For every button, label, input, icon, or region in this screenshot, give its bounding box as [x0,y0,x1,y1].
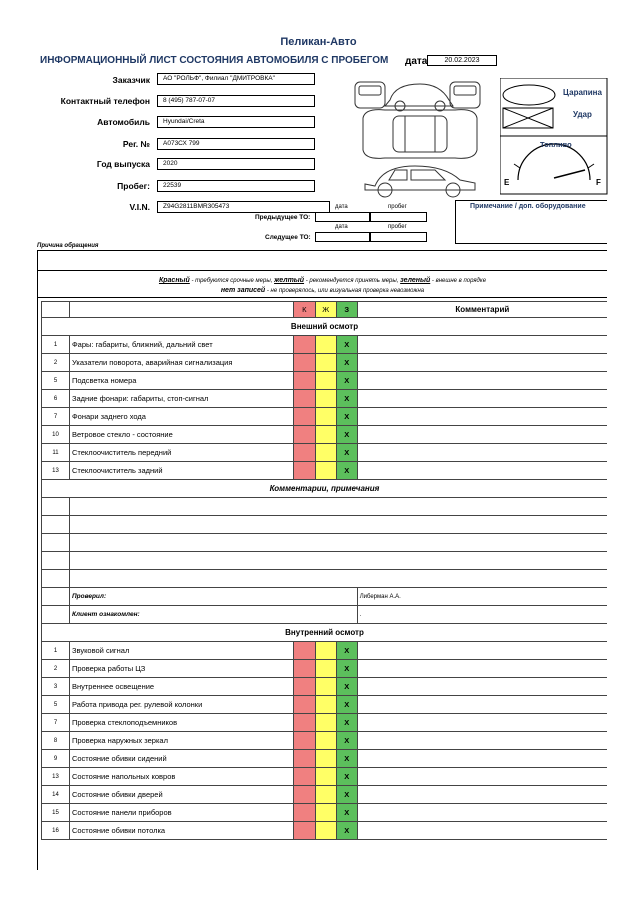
header-z: З [336,302,357,318]
row-number: 2 [42,354,70,372]
mark-yellow-cell[interactable] [315,714,336,732]
left-rule [37,298,38,870]
row-number: 8 [42,732,70,750]
internal-section-title: Внутренний осмотр [42,624,608,642]
row-comment-cell[interactable] [357,462,607,480]
checked-by-label: Проверил: [69,588,357,606]
internal-row [42,642,608,660]
row-comment-cell[interactable] [357,678,607,696]
blank-num [42,570,70,588]
table-header-row [42,302,608,318]
row-number: 1 [42,642,70,660]
mark-green-cell[interactable]: X [336,444,357,462]
mark-green-cell[interactable]: X [336,696,357,714]
comment-blank-cell[interactable] [69,534,607,552]
fuel-full-label: F [596,178,601,187]
mark-red-cell[interactable] [293,714,315,732]
legend-green-text: - внешне в порядке [430,278,487,284]
mark-red-cell[interactable] [293,804,315,822]
row-comment-cell[interactable] [357,390,607,408]
internal-row [42,678,608,696]
mark-yellow-cell[interactable] [315,660,336,678]
mark-red-cell[interactable] [293,426,315,444]
row-comment-cell[interactable] [357,822,607,840]
comment-blank-cell[interactable] [69,552,607,570]
date-col-label: дата [335,204,348,210]
comment-blank-cell[interactable] [69,570,607,588]
reason-field[interactable] [37,250,607,271]
scratch-label: Царапина [563,88,602,97]
header-zh: Ж [315,302,336,318]
mark-green-cell[interactable]: X [336,462,357,480]
customer-field[interactable]: АО "РОЛЬФ", Филиал "ДМИТРОВКА" [157,73,315,85]
legend-red-word: Красный [158,277,190,284]
prev-to-mileage-field[interactable] [370,212,427,222]
hit-label: Удар [573,110,592,119]
mark-red-cell[interactable] [293,678,315,696]
blank-num [42,606,70,624]
row-number: 5 [42,372,70,390]
mark-red-cell[interactable] [293,768,315,786]
comment-blank-row [42,498,608,516]
legend-red-text: - требуются срочные меры, [189,278,275,284]
company-name: Пеликан-Авто [280,36,357,48]
mark-green-cell[interactable]: X [336,408,357,426]
comments-section-row [42,480,608,498]
fuel-empty-label: E [504,178,510,187]
car-diagram-icon[interactable] [345,78,495,204]
row-item: Задние фонари: габариты, стоп-сигнал [69,390,293,408]
mark-yellow-cell[interactable] [315,408,336,426]
blank-num [42,498,70,516]
row-number: 11 [42,444,70,462]
mark-red-cell[interactable] [293,372,315,390]
row-comment-cell[interactable] [357,336,607,354]
inspection-table [41,301,607,840]
vin-field[interactable]: Z94G2811BMR305473 [157,201,330,213]
internal-row [42,732,608,750]
row-comment-cell[interactable] [357,444,607,462]
checked-by-value[interactable]: Либерман А.А. [357,588,607,606]
mark-yellow-cell[interactable] [315,822,336,840]
mark-green-cell[interactable]: X [336,390,357,408]
mark-red-cell[interactable] [293,390,315,408]
external-row [42,354,608,372]
comments-section-title: Комментарии, примечания [42,480,608,498]
mark-red-cell[interactable] [293,408,315,426]
row-item: Внутреннее освещение [69,678,293,696]
row-comment-cell[interactable] [357,372,607,390]
row-number: 13 [42,768,70,786]
internal-row [42,750,608,768]
comment-blank-cell[interactable] [69,516,607,534]
row-comment-cell[interactable] [357,714,607,732]
mark-yellow-cell[interactable] [315,462,336,480]
row-item: Состояние обивки потолка [69,822,293,840]
next-to-label: Следущее ТО: [265,234,311,241]
header-item [69,302,293,318]
date-label: дата [405,56,428,67]
client-ack-row [42,606,608,624]
row-item: Состояние обивки сидений [69,750,293,768]
mark-red-cell[interactable] [293,822,315,840]
mark-green-cell[interactable]: X [336,426,357,444]
reg-field[interactable]: А073СХ 799 [157,138,315,150]
mark-green-cell[interactable]: X [336,714,357,732]
mark-red-cell[interactable] [293,696,315,714]
mark-yellow-cell[interactable] [315,678,336,696]
row-item: Указатели поворота, аварийная сигнализация [69,354,293,372]
legend-yellow-word: желтый [274,277,305,284]
row-number: 1 [42,336,70,354]
mark-green-cell[interactable]: X [336,786,357,804]
row-comment-cell[interactable] [357,660,607,678]
reason-label: Причина обращения [37,243,99,249]
internal-row [42,714,608,732]
external-row [42,408,608,426]
external-row [42,462,608,480]
mark-green-cell[interactable]: X [336,336,357,354]
row-comment-cell[interactable] [357,732,607,750]
document-title: ИНФОРМАЦИОННЫЙ ЛИСТ СОСТОЯНИЯ АВТОМОБИЛЯ С ПРОБЕГОМ [40,55,389,66]
mark-red-cell[interactable] [293,660,315,678]
internal-row [42,804,608,822]
mark-yellow-cell[interactable] [315,786,336,804]
customer-label: Заказчик [112,75,150,85]
internal-row [42,660,608,678]
row-item: Проверка стеклоподъемников [69,714,293,732]
row-number: 14 [42,786,70,804]
row-number: 3 [42,678,70,696]
external-row [42,390,608,408]
mark-yellow-cell[interactable] [315,390,336,408]
client-ack-label: Клиент ознакомлен: [69,606,357,624]
prev-to-date-field[interactable] [315,212,370,222]
next-to-date-field[interactable] [315,232,370,242]
row-item: Фары: габариты, ближний, дальний свет [69,336,293,354]
mark-red-cell[interactable] [293,336,315,354]
external-row [42,336,608,354]
vin-label: V.I.N. [129,202,150,212]
row-item: Стеклоочиститель задний [69,462,293,480]
legend-green-word: зеленый [400,277,431,284]
comment-blank-cell[interactable] [69,498,607,516]
external-row [42,372,608,390]
row-comment-cell[interactable] [357,696,607,714]
header-comment: Комментарий [357,302,607,318]
row-number: 9 [42,750,70,768]
internal-row [42,696,608,714]
row-number: 10 [42,426,70,444]
mark-red-cell[interactable] [293,786,315,804]
row-number: 2 [42,660,70,678]
row-comment-cell[interactable] [357,642,607,660]
legend-none-text: - не проверялось, или визуальная проверка невозможна [265,288,425,294]
fuel-label: Топливо [540,140,572,149]
row-item: Состояние обивки дверей [69,786,293,804]
internal-row [42,786,608,804]
row-comment-cell[interactable] [357,426,607,444]
row-item: Стеклоочиститель передний [69,444,293,462]
row-number: 16 [42,822,70,840]
phone-label: Контактный телефон [60,96,150,106]
row-item: Проверка работы ЦЗ [69,660,293,678]
row-comment-cell[interactable] [357,408,607,426]
comment-blank-row [42,570,608,588]
mark-green-cell[interactable]: X [336,804,357,822]
row-item: Ветровое стекло - состояние [69,426,293,444]
mark-yellow-cell[interactable] [315,444,336,462]
row-item: Подсветка номера [69,372,293,390]
row-number: 6 [42,390,70,408]
row-comment-cell[interactable] [357,750,607,768]
mark-green-cell[interactable]: X [336,354,357,372]
comment-blank-row [42,534,608,552]
blank-num [42,588,70,606]
phone-field[interactable]: 8 (495) 787-07-07 [157,95,315,107]
row-number: 15 [42,804,70,822]
row-item: Состояние напольных ковров [69,768,293,786]
mark-red-cell[interactable] [293,354,315,372]
mark-yellow-cell[interactable] [315,426,336,444]
prev-to-label: Предыдущее ТО: [255,214,311,221]
mark-green-cell[interactable]: X [336,678,357,696]
mark-green-cell[interactable]: X [336,732,357,750]
header-k: К [293,302,315,318]
row-number: 7 [42,408,70,426]
mark-green-cell[interactable]: X [336,768,357,786]
next-to-mileage-field[interactable] [370,232,427,242]
mark-yellow-cell[interactable] [315,372,336,390]
mark-yellow-cell[interactable] [315,336,336,354]
row-item: Работа привода рег. рулевой колонки [69,696,293,714]
mark-yellow-cell[interactable] [315,642,336,660]
row-item: Фонари заднего хода [69,408,293,426]
mileage-col-label-2: пробег [388,224,407,230]
internal-section-row [42,624,608,642]
mark-yellow-cell[interactable] [315,768,336,786]
external-row [42,444,608,462]
legend-none-word: нет записей [220,287,266,294]
year-label: Год выпуска [96,159,150,169]
mark-red-cell[interactable] [293,462,315,480]
header-num [42,302,70,318]
mileage-field[interactable]: 22539 [157,180,315,192]
mark-yellow-cell[interactable] [315,732,336,750]
year-field[interactable]: 2020 [157,158,315,170]
date-col-label-2: дата [335,224,348,230]
color-legend [37,271,607,298]
external-section-title: Внешний осмотр [42,318,608,336]
mark-red-cell[interactable] [293,750,315,768]
comment-blank-row [42,552,608,570]
mark-green-cell[interactable]: X [336,822,357,840]
checked-by-row [42,588,608,606]
mark-red-cell[interactable] [293,732,315,750]
blank-num [42,516,70,534]
mark-yellow-cell[interactable] [315,696,336,714]
mark-green-cell[interactable]: X [336,660,357,678]
row-item: Состояние панели приборов [69,804,293,822]
external-row [42,426,608,444]
row-comment-cell[interactable] [357,354,607,372]
row-number: 13 [42,462,70,480]
client-ack-value[interactable]: . [357,606,607,624]
legend-yellow-text: - рекомендуется принять меры, [304,278,401,284]
row-number: 5 [42,696,70,714]
mark-yellow-cell[interactable] [315,354,336,372]
car-field[interactable]: Hyundai/Creta [157,116,315,128]
internal-row [42,768,608,786]
row-item: Звуковой сигнал [69,642,293,660]
mark-red-cell[interactable] [293,444,315,462]
row-item: Проверка наружных зеркал [69,732,293,750]
mark-green-cell[interactable]: X [336,750,357,768]
row-number: 7 [42,714,70,732]
row-comment-cell[interactable] [357,786,607,804]
mark-yellow-cell[interactable] [315,804,336,822]
mark-yellow-cell[interactable] [315,750,336,768]
external-section-row [42,318,608,336]
blank-num [42,534,70,552]
row-comment-cell[interactable] [357,804,607,822]
mileage-col-label: пробег [388,204,407,210]
car-label: Автомобиль [97,117,150,127]
date-field[interactable]: 20.02.2023 [427,55,497,66]
mark-green-cell[interactable]: X [336,372,357,390]
notes-label: Примечание / доп. оборудование [470,203,586,210]
row-comment-cell[interactable] [357,768,607,786]
mark-green-cell[interactable]: X [336,642,357,660]
mileage-label: Пробег: [117,181,150,191]
mark-red-cell[interactable] [293,642,315,660]
internal-row [42,822,608,840]
comment-blank-row [42,516,608,534]
reg-label: Рег. № [122,139,150,149]
blank-num [42,552,70,570]
